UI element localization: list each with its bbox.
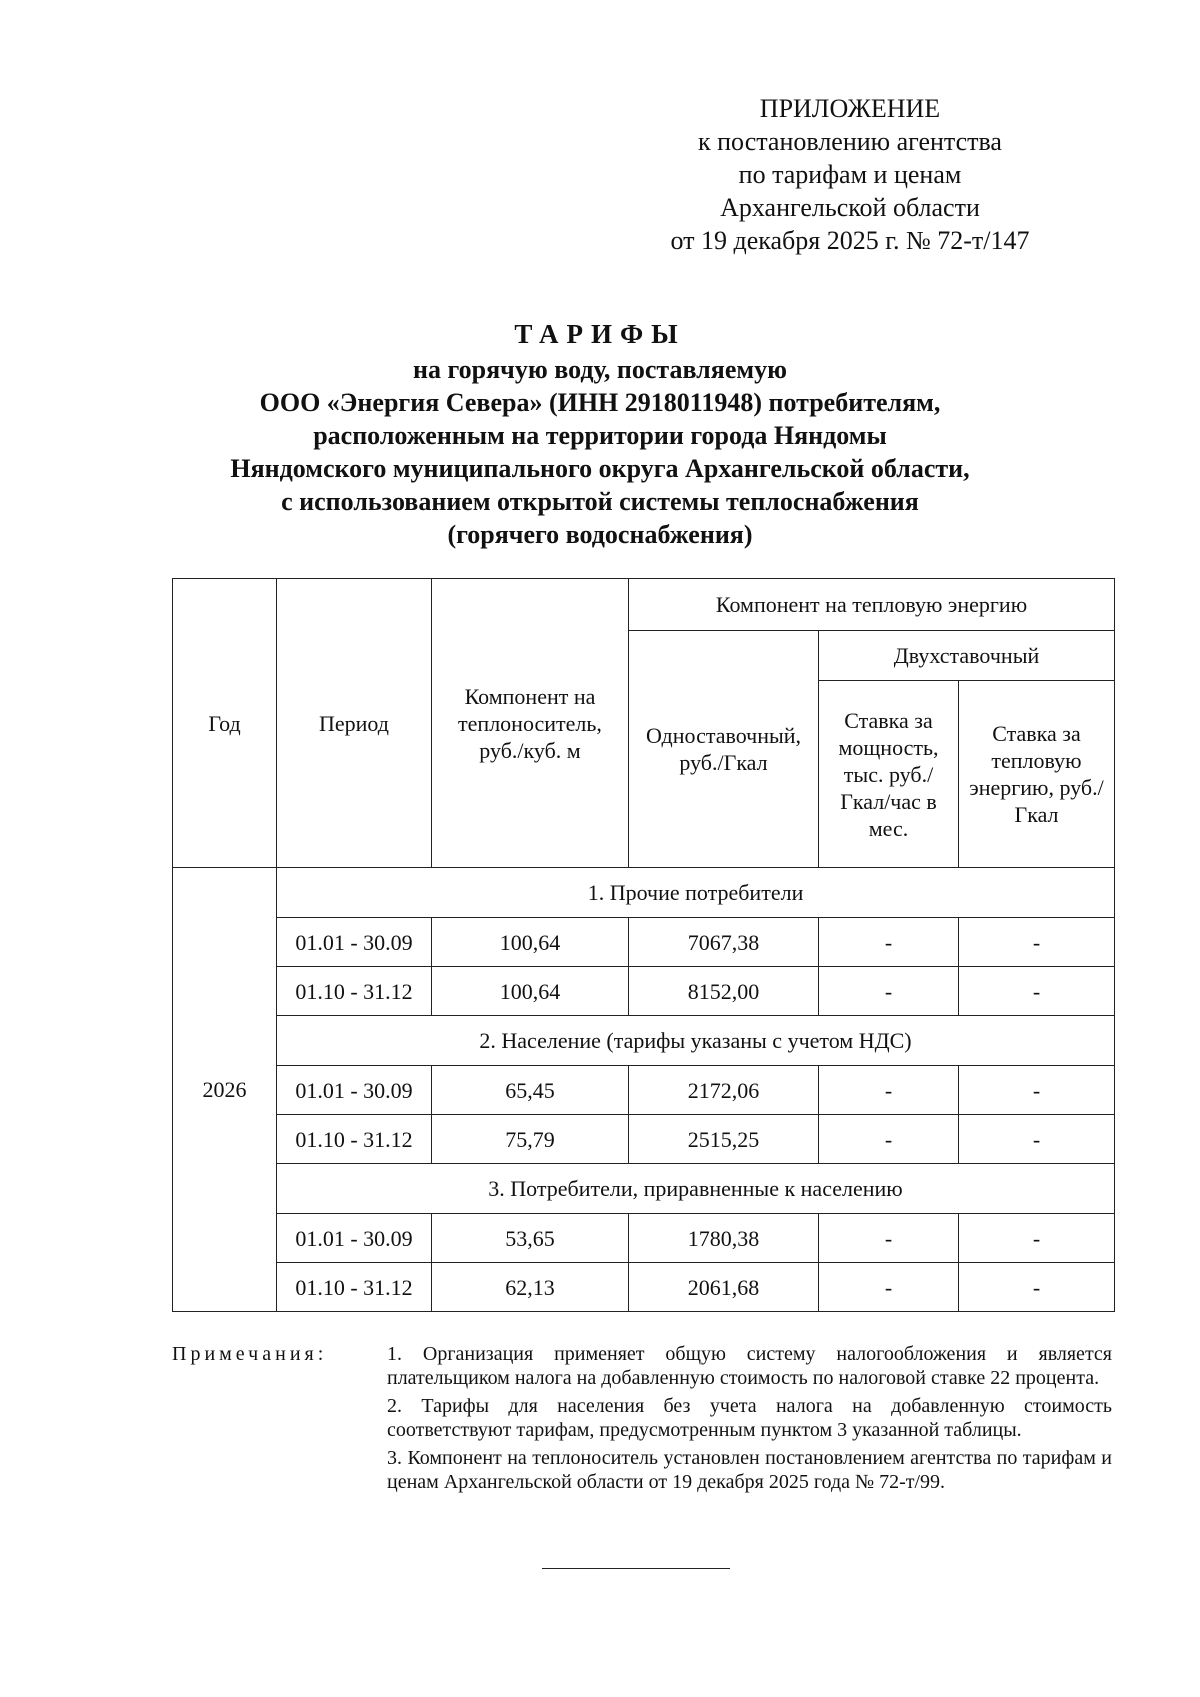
appendix-line: к постановлению агентства bbox=[698, 127, 1002, 156]
year-cell: 2026 bbox=[173, 868, 277, 1312]
period-cell: 01.01 - 30.09 bbox=[277, 1066, 432, 1115]
tariffs-table bbox=[172, 578, 1115, 1312]
energy-rate-cell: - bbox=[959, 1066, 1115, 1115]
table-row bbox=[173, 1214, 1115, 1263]
header-year: Год bbox=[173, 579, 277, 868]
carrier-cell: 100,64 bbox=[432, 967, 629, 1016]
title-line: с использованием открытой системы теплоснабжения bbox=[281, 487, 919, 516]
energy-rate-cell: - bbox=[959, 1115, 1115, 1164]
table-row bbox=[173, 967, 1115, 1016]
energy-rate-cell: - bbox=[959, 1214, 1115, 1263]
title-line: на горячую воду, поставляемую bbox=[413, 355, 787, 384]
appendix-title: ПРИЛОЖЕНИЕ bbox=[759, 94, 941, 123]
header-period: Период bbox=[277, 579, 432, 868]
title-main: ТАРИФЫ bbox=[514, 319, 686, 349]
single-rate-cell: 1780,38 bbox=[629, 1214, 819, 1263]
appendix-header bbox=[600, 92, 1100, 257]
carrier-cell: 62,13 bbox=[432, 1263, 629, 1312]
group-title: 2. Население (тарифы указаны с учетом НДС) bbox=[277, 1016, 1115, 1066]
table-row bbox=[173, 1066, 1115, 1115]
title-line: (горячего водоснабжения) bbox=[447, 520, 753, 549]
energy-rate-cell: - bbox=[959, 918, 1115, 967]
header-two-rate: Двухставочный bbox=[819, 631, 1115, 681]
capacity-rate-cell: - bbox=[819, 967, 959, 1016]
period-cell: 01.10 - 31.12 bbox=[277, 1115, 432, 1164]
group-title: 1. Прочие потребители bbox=[277, 868, 1115, 918]
table-row bbox=[173, 918, 1115, 967]
single-rate-cell: 2515,25 bbox=[629, 1115, 819, 1164]
energy-rate-cell: - bbox=[959, 967, 1115, 1016]
notes-list bbox=[387, 1342, 1112, 1498]
carrier-cell: 75,79 bbox=[432, 1115, 629, 1164]
note-item: 1. Организация применяет общую систему налогообложения и является плательщиком налога на добавленную стоимость по налоговой ставке 22 процента. bbox=[387, 1343, 1112, 1389]
single-rate-cell: 2061,68 bbox=[629, 1263, 819, 1312]
group-title: 3. Потребители, приравненные к населению bbox=[277, 1164, 1115, 1214]
notes-label: Примечания: bbox=[172, 1343, 328, 1365]
period-cell: 01.10 - 31.12 bbox=[277, 1263, 432, 1312]
capacity-rate-cell: - bbox=[819, 1066, 959, 1115]
document-title bbox=[150, 318, 1050, 551]
end-divider bbox=[542, 1568, 730, 1569]
capacity-rate-cell: - bbox=[819, 1115, 959, 1164]
header-carrier-component: Компонент на теплоноситель, руб./куб. м bbox=[432, 579, 629, 868]
single-rate-cell: 2172,06 bbox=[629, 1066, 819, 1115]
title-line: ООО «Энергия Севера» (ИНН 2918011948) потребителям, bbox=[259, 388, 941, 417]
header-energy-rate: Ставка за тепловую энергию, руб./Гкал bbox=[959, 681, 1115, 868]
header-energy-component: Компонент на тепловую энергию bbox=[629, 579, 1115, 631]
period-cell: 01.10 - 31.12 bbox=[277, 967, 432, 1016]
capacity-rate-cell: - bbox=[819, 1263, 959, 1312]
period-cell: 01.01 - 30.09 bbox=[277, 1214, 432, 1263]
note-item: 2. Тарифы для населения без учета налога на добавленную стоимость соответствуют тарифам, предусмотренным пунктом 3 указанной таблицы. bbox=[387, 1395, 1112, 1441]
appendix-line: по тарифам и ценам bbox=[738, 160, 962, 189]
appendix-line: Архангельской области bbox=[720, 193, 980, 222]
header-capacity-rate: Ставка за мощность, тыс. руб./ Гкал/час в мес. bbox=[819, 681, 959, 868]
carrier-cell: 65,45 bbox=[432, 1066, 629, 1115]
appendix-date-number: от 19 декабря 2025 г. № 72-т/147 bbox=[670, 226, 1030, 255]
capacity-rate-cell: - bbox=[819, 1214, 959, 1263]
title-line: расположенным на территории города Няндомы bbox=[313, 421, 887, 450]
single-rate-cell: 8152,00 bbox=[629, 967, 819, 1016]
note-item: 3. Компонент на теплоноситель установлен постановлением агентства по тарифам и ценам Архангельской области от 19 декабря 2025 года № 72-т/99. bbox=[387, 1447, 1112, 1493]
title-line: Няндомского муниципального округа Архангельской области, bbox=[230, 454, 970, 483]
header-single-rate: Одноставочный, руб./Гкал bbox=[629, 631, 819, 868]
carrier-cell: 53,65 bbox=[432, 1214, 629, 1263]
carrier-cell: 100,64 bbox=[432, 918, 629, 967]
table-row bbox=[173, 1263, 1115, 1312]
table-row bbox=[173, 1115, 1115, 1164]
single-rate-cell: 7067,38 bbox=[629, 918, 819, 967]
energy-rate-cell: - bbox=[959, 1263, 1115, 1312]
period-cell: 01.01 - 30.09 bbox=[277, 918, 432, 967]
capacity-rate-cell: - bbox=[819, 918, 959, 967]
